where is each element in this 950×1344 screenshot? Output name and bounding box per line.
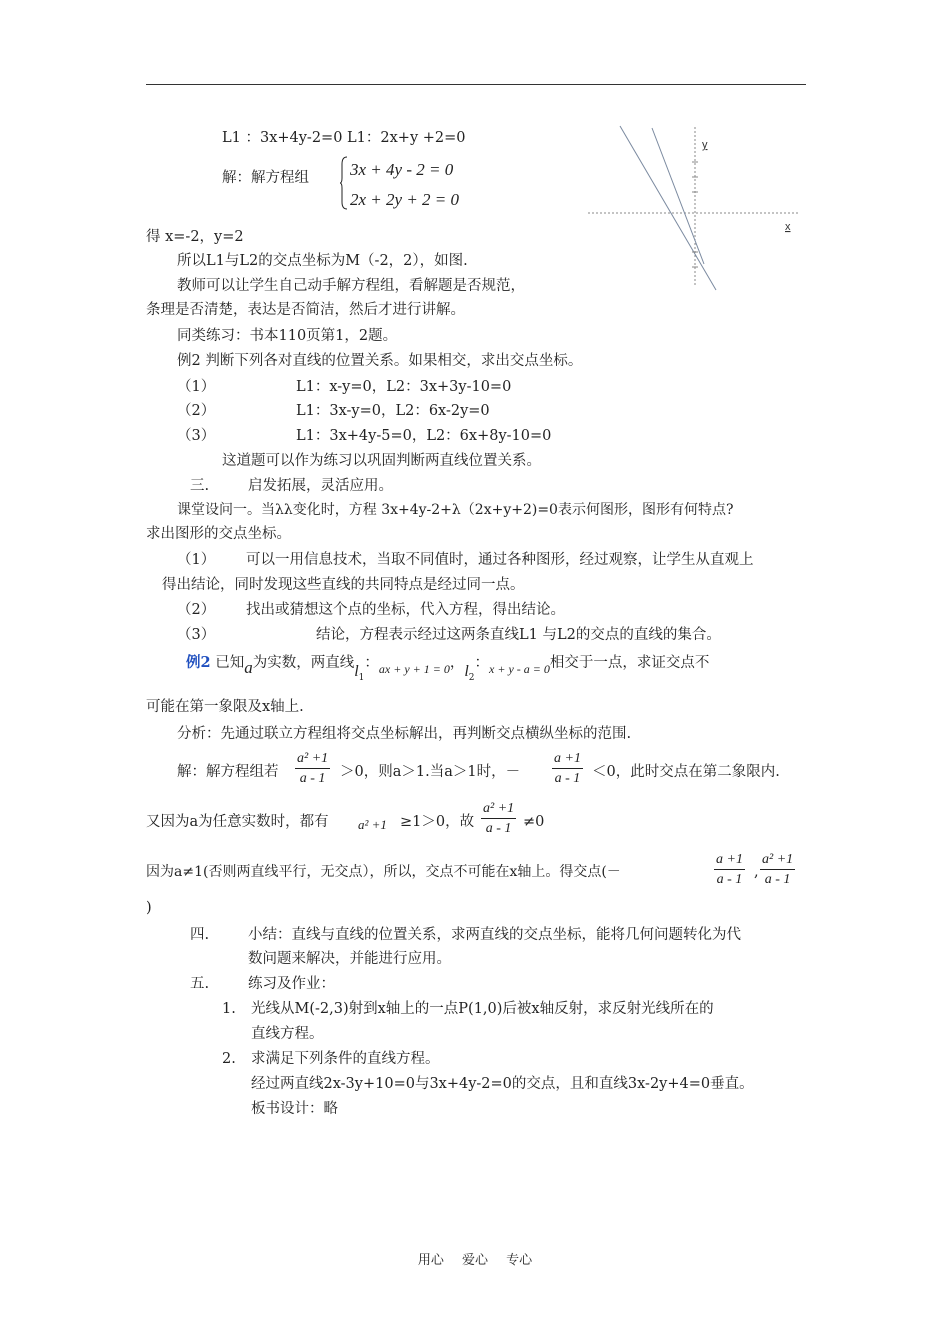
board-design: 板书设计：略	[251, 1101, 338, 1117]
ex2-line	[186, 652, 710, 683]
header-rule	[146, 84, 806, 85]
practice-text: 同类练习：书本110页第1，2题。	[177, 328, 398, 344]
frac1-numerator: a² +1	[295, 750, 330, 769]
ex2-text-a: 已知	[215, 655, 245, 671]
hw1-text: 光线从M(-2,3)射到x轴上的一点P(1,0)后被x轴反射，求反射光线所在的	[251, 1001, 714, 1017]
intersection-text: 所以L1与L2的交点坐标为M（-2，2），如图.	[177, 253, 468, 269]
item3-number: （3）	[177, 428, 216, 444]
q-item3-number: （3）	[177, 627, 216, 643]
solution-fraction-2	[552, 750, 583, 789]
section4-number: 四.	[190, 927, 210, 943]
hw2-number: 2.	[222, 1051, 236, 1067]
point-x-denominator: a - 1	[716, 872, 743, 887]
q-item1-text-2: 得出结论，同时发现这些直线的共同特点是经过同一点。	[162, 577, 525, 593]
system-eq1: 3x + 4y - 2 = 0	[350, 160, 454, 179]
item2-number: （2）	[177, 403, 216, 419]
section4-text-2: 数问题来解决，并能进行应用。	[248, 951, 451, 967]
ex2-text-b: 为实数，两直线	[252, 655, 355, 671]
frac2-numerator: a +1	[552, 750, 583, 769]
teacher-text-2: 条理是否清楚，表达是否简洁，然后才进行讲解。	[146, 302, 465, 318]
q-item2-text: 找出或猜想这个点的坐标，代入方程，得出结论。	[246, 602, 565, 618]
question-line-1: 课堂设问一。当λλ变化时，方程 3x+4y-2+λ（2x+y+2)=0表示何图形，图形有何特点?	[177, 502, 734, 518]
item2-text: L1：3x-y=0，L2：6x-2y=0	[296, 403, 490, 419]
point-y-fraction	[760, 851, 795, 890]
again-text-b: ≥1＞0，故	[400, 814, 475, 830]
ex2-eq2: x + y - a = 0	[489, 662, 550, 676]
frac1-denominator: a - 1	[299, 771, 326, 786]
example2-title: 例2 判断下列各对直线的位置关系。如果相交，求出交点坐标。	[177, 353, 583, 369]
again-text-a: 又因为a为任意实数时，都有	[146, 814, 329, 830]
ex2-l1: l	[354, 663, 359, 680]
again-frac-denominator: a - 1	[485, 821, 512, 836]
hw2-text-2: 经过两直线2x-3y+10=0与3x+4y-2=0的交点，且和直线3x-2y+4=0垂直。	[251, 1076, 754, 1092]
item1-text: L1：x-y=0，L2：3x+3y-10=0	[296, 379, 512, 395]
q-item1-number: （1）	[177, 552, 216, 568]
teacher-text-1: 教师可以让学生自己动手解方程组，看解题是否规范，	[177, 278, 525, 294]
intersection-graph	[588, 122, 798, 292]
section5-number: 五.	[190, 976, 210, 992]
ex2-label: 例2	[186, 654, 211, 671]
system-eq2: 2x + 2y + 2 = 0	[350, 190, 460, 209]
item3-text: L1：3x+4y-5=0，L2：6x+8y-10=0	[296, 428, 552, 444]
analysis-text: 分析：先通过联立方程组将交点坐标解出，再判断交点横纵坐标的范围.	[177, 726, 632, 742]
again-frac-numerator: a² +1	[481, 800, 516, 819]
again-text-c: ≠0	[523, 814, 545, 830]
x-axis-label: x	[785, 221, 791, 233]
ex2-colon2: ：	[474, 655, 490, 671]
ex2-colon1: ：	[364, 655, 379, 671]
solution-text-b: ＞0，则a＞1.当a＞1时，－	[340, 764, 521, 780]
consolidate-text: 这道题可以作为练习以巩固判断两直线位置关系。	[222, 453, 541, 469]
section3-title: 启发拓展，灵活应用。	[248, 478, 393, 494]
ex2-l2: l	[464, 663, 469, 680]
section4-text: 小结：直线与直线的位置关系，求两直线的交点坐标，能将几何问题转化为代	[248, 927, 741, 943]
ex2-l1-sub: 1	[358, 673, 365, 683]
solution-fraction-1	[295, 750, 330, 789]
ex2-line-2: 可能在第一象限及x轴上.	[146, 699, 304, 715]
line-l2	[652, 128, 704, 264]
point-y-numerator: a² +1	[760, 851, 795, 870]
ex2-comma: ，	[449, 655, 465, 671]
point-x-fraction	[714, 851, 745, 890]
point-close-paren: )	[146, 900, 152, 916]
solution-text-c: ＜0，此时交点在第二象限内.	[592, 764, 780, 780]
line-equations: L1 ：3x+4y-2=0 L1：2x+y +2=0	[222, 130, 466, 146]
point-comma: ,	[754, 864, 759, 880]
ex2-eq1: ax + y + 1 = 0	[378, 662, 450, 676]
again-fraction	[481, 800, 516, 839]
solve-label: 解：解方程组	[222, 170, 309, 186]
hw2-text: 求满足下列条件的直线方程。	[251, 1051, 440, 1067]
item1-number: （1）	[177, 379, 216, 395]
hw1-number: 1.	[222, 1001, 236, 1017]
section3-number: 三.	[190, 478, 210, 494]
q-item1-text: 可以一用信息技术，当取不同值时，通过各种图形，经过观察，让学生从直观上	[246, 552, 754, 568]
ex2-text-c: 相交于一点，求证交点不	[549, 655, 710, 671]
ex2-l2-sub: 2	[468, 673, 475, 683]
q-item3-text: 结论，方程表示经过这两条直线L1 与L2的交点的直线的集合。	[316, 627, 721, 643]
again-expr: a² +1	[358, 817, 387, 832]
section5-title: 练习及作业：	[248, 976, 335, 992]
frac2-denominator: a - 1	[554, 771, 581, 786]
point-y-denominator: a - 1	[764, 872, 791, 887]
q-item2-number: （2）	[177, 602, 216, 618]
because-text: 因为a≠1(否则两直线平行，无交点），所以，交点不可能在x轴上。得交点(－	[146, 864, 621, 880]
hw1-text-2: 直线方程。	[251, 1026, 324, 1042]
system-brace	[340, 156, 348, 210]
ex2-var-a: a	[244, 658, 253, 677]
point-x-numerator: a +1	[714, 851, 745, 870]
question-line-2: 求出图形的交点坐标。	[146, 526, 291, 542]
solution-text-a: 解：解方程组若	[177, 764, 279, 780]
y-axis-label: y	[702, 139, 708, 151]
page-footer: 用心 爱心 专心	[417, 1253, 533, 1268]
result-text: 得 x=-2，y=2	[146, 229, 244, 245]
